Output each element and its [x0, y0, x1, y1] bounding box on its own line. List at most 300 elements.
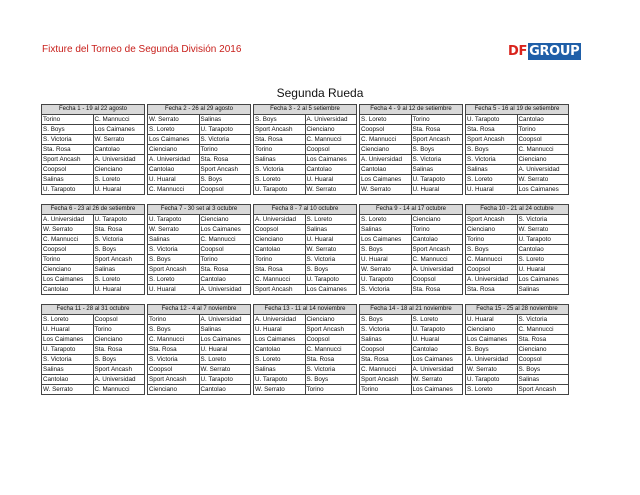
match-row [42, 115, 145, 125]
match-row [254, 175, 357, 185]
away-team: Cantolao [411, 235, 463, 245]
away-team: Coopsol [305, 335, 357, 345]
away-team: Sport Ancash [93, 365, 145, 375]
away-team: A. Universidad [93, 375, 145, 385]
match-row [466, 145, 569, 155]
match-row [466, 185, 569, 195]
away-team: Cienciano [517, 155, 569, 165]
home-team: Sport Ancash [42, 155, 94, 165]
match-row [254, 185, 357, 195]
home-team: Cienciano [42, 265, 94, 275]
away-team: Sport Ancash [517, 385, 569, 395]
home-team: Salinas [254, 365, 306, 375]
away-team: Sta. Rosa [93, 225, 145, 235]
home-team: U. Tarapoto [148, 215, 200, 225]
match-row [42, 235, 145, 245]
away-team: C. Mannucci [93, 115, 145, 125]
match-row [42, 355, 145, 365]
match-row [466, 135, 569, 145]
home-team: S. Boys [466, 245, 518, 255]
match-row [42, 315, 145, 325]
home-team: Salinas [466, 165, 518, 175]
away-team: C. Mannucci [517, 325, 569, 335]
home-team: A. Universidad [466, 275, 518, 285]
match-row [466, 315, 569, 325]
away-team: S. Boys [517, 365, 569, 375]
away-team: W. Serrato [93, 135, 145, 145]
match-row [254, 245, 357, 255]
match-row [42, 375, 145, 385]
home-team: C. Mannucci [42, 235, 94, 245]
fecha-table [359, 304, 463, 395]
match-row [42, 175, 145, 185]
match-row [42, 185, 145, 195]
match-row [360, 275, 463, 285]
logo-df: DF [508, 44, 528, 59]
away-team: S. Loreto [199, 355, 251, 365]
home-team: Cienciano [466, 225, 518, 235]
away-team: Coopsol [411, 275, 463, 285]
match-row [148, 235, 251, 245]
fecha-table [253, 204, 357, 295]
away-team: Sta. Rosa [305, 355, 357, 365]
match-row [254, 355, 357, 365]
match-row [148, 385, 251, 395]
away-team: Cantolao [517, 115, 569, 125]
home-team: Sport Ancash [148, 375, 200, 385]
match-row [148, 125, 251, 135]
away-team: C. Mannucci [305, 135, 357, 145]
match-row [148, 265, 251, 275]
match-row [254, 285, 357, 295]
match-row [466, 285, 569, 295]
home-team: Cienciano [360, 145, 412, 155]
away-team: S. Victoria [305, 255, 357, 265]
away-team: Torino [199, 145, 251, 155]
match-row [360, 255, 463, 265]
fecha-title: Fecha 3 - 2 al 5 setiembre [254, 105, 357, 115]
home-team: U. Huaral [466, 315, 518, 325]
away-team: U. Tarapoto [411, 325, 463, 335]
match-row [466, 175, 569, 185]
away-team: Coopsol [305, 145, 357, 155]
match-row [466, 165, 569, 175]
fixture-row [41, 304, 569, 395]
away-team: Sta. Rosa [411, 285, 463, 295]
away-team: S. Loreto [305, 215, 357, 225]
home-team: S. Victoria [466, 155, 518, 165]
match-row [254, 115, 357, 125]
fecha-table [359, 204, 463, 295]
home-team: Sport Ancash [466, 135, 518, 145]
match-row [254, 325, 357, 335]
home-team: U. Huaral [148, 285, 200, 295]
away-team: C. Mannucci [305, 345, 357, 355]
away-team: S. Victoria [517, 315, 569, 325]
match-row [42, 285, 145, 295]
home-team: Coopsol [466, 265, 518, 275]
away-team: S. Boys [411, 145, 463, 155]
away-team: U. Huaral [93, 285, 145, 295]
match-row [254, 145, 357, 155]
match-row [360, 215, 463, 225]
away-team: Cantolao [199, 385, 251, 395]
match-row [148, 255, 251, 265]
home-team: Coopsol [360, 345, 412, 355]
match-row [42, 335, 145, 345]
away-team: Cienciano [93, 165, 145, 175]
away-team: U. Tarapoto [305, 275, 357, 285]
home-team: S. Victoria [148, 245, 200, 255]
match-row [360, 125, 463, 135]
match-row [148, 145, 251, 155]
away-team: Cantolao [517, 245, 569, 255]
match-row [42, 215, 145, 225]
away-team: U. Huaral [199, 345, 251, 355]
away-team: Los Caimanes [199, 335, 251, 345]
away-team: Sport Ancash [93, 255, 145, 265]
home-team: S. Boys [148, 255, 200, 265]
fecha-table [41, 304, 145, 395]
home-team: S. Loreto [360, 115, 412, 125]
home-team: U. Tarapoto [254, 375, 306, 385]
fecha-table [41, 104, 145, 195]
away-team: Torino [93, 325, 145, 335]
match-row [148, 285, 251, 295]
fecha-table [41, 204, 145, 295]
match-row [148, 315, 251, 325]
match-row [466, 265, 569, 275]
home-team: Cantolao [148, 165, 200, 175]
home-team: Cienciano [148, 385, 200, 395]
fecha-table [147, 304, 251, 395]
match-row [466, 325, 569, 335]
match-row [360, 315, 463, 325]
home-team: S. Loreto [254, 355, 306, 365]
home-team: Coopsol [254, 225, 306, 235]
home-team: Salinas [42, 175, 94, 185]
match-row [254, 165, 357, 175]
home-team: S. Boys [148, 325, 200, 335]
home-team: Cantolao [360, 165, 412, 175]
home-team: Sta. Rosa [254, 135, 306, 145]
away-team: Cantolao [199, 275, 251, 285]
fecha-title: Fecha 15 - 25 al 28 noviembre [466, 305, 569, 315]
home-team: Cienciano [148, 145, 200, 155]
home-team: Torino [254, 255, 306, 265]
away-team: S. Loreto [93, 175, 145, 185]
fecha-title: Fecha 12 - 4 al 7 noviembre [148, 305, 251, 315]
match-row [254, 155, 357, 165]
home-team: S. Victoria [42, 135, 94, 145]
match-row [148, 335, 251, 345]
away-team: S. Loreto [517, 255, 569, 265]
home-team: S. Victoria [148, 355, 200, 365]
away-team: Sport Ancash [411, 135, 463, 145]
away-team: A. Universidad [411, 365, 463, 375]
home-team: S. Loreto [148, 125, 200, 135]
match-row [42, 265, 145, 275]
match-row [42, 165, 145, 175]
fecha-table [147, 204, 251, 295]
away-team: S. Boys [93, 355, 145, 365]
away-team: U. Tarapoto [517, 235, 569, 245]
away-team: U. Huaral [411, 335, 463, 345]
away-team: Torino [199, 255, 251, 265]
match-row [360, 225, 463, 235]
home-team: Salinas [360, 225, 412, 235]
match-row [148, 245, 251, 255]
away-team: Salinas [305, 225, 357, 235]
match-row [148, 325, 251, 335]
away-team: S. Boys [93, 245, 145, 255]
match-row [254, 315, 357, 325]
match-row [360, 245, 463, 255]
home-team: A. Universidad [360, 155, 412, 165]
match-row [466, 155, 569, 165]
home-team: Los Caimanes [42, 275, 94, 285]
away-team: A. Universidad [305, 115, 357, 125]
home-team: S. Boys [42, 125, 94, 135]
away-team: W. Serrato [305, 245, 357, 255]
match-row [360, 155, 463, 165]
away-team: Sta. Rosa [93, 345, 145, 355]
away-team: Sta. Rosa [199, 265, 251, 275]
home-team: W. Serrato [148, 115, 200, 125]
home-team: Torino [466, 235, 518, 245]
match-row [148, 365, 251, 375]
dfgroup-logo [508, 42, 593, 61]
fecha-title: Fecha 1 - 19 al 22 agosto [42, 105, 145, 115]
match-row [466, 235, 569, 245]
home-team: Cienciano [254, 235, 306, 245]
fixture-grid [41, 104, 569, 404]
away-team: W. Serrato [517, 225, 569, 235]
match-row [466, 125, 569, 135]
away-team: Torino [411, 115, 463, 125]
home-team: Salinas [42, 365, 94, 375]
home-team: Torino [42, 255, 94, 265]
match-row [254, 135, 357, 145]
away-team: W. Serrato [411, 375, 463, 385]
away-team: Sta. Rosa [517, 335, 569, 345]
match-row [360, 165, 463, 175]
fecha-title: Fecha 9 - 14 al 17 octubre [360, 205, 463, 215]
away-team: U. Huaral [305, 235, 357, 245]
match-row [148, 175, 251, 185]
away-team: Coopsol [517, 355, 569, 365]
home-team: S. Boys [254, 115, 306, 125]
match-row [466, 345, 569, 355]
away-team: Los Caimanes [305, 285, 357, 295]
fixture-row [41, 204, 569, 295]
home-team: Sport Ancash [254, 125, 306, 135]
away-team: S. Victoria [411, 155, 463, 165]
match-row [360, 135, 463, 145]
home-team: W. Serrato [360, 185, 412, 195]
match-row [42, 345, 145, 355]
home-team: Sta. Rosa [42, 145, 94, 155]
match-row [42, 325, 145, 335]
away-team: Torino [305, 385, 357, 395]
away-team: C. Mannucci [199, 235, 251, 245]
match-row [148, 375, 251, 385]
home-team: Salinas [148, 235, 200, 245]
away-team: Los Caimanes [199, 225, 251, 235]
away-team: Cienciano [199, 215, 251, 225]
home-team: Coopsol [360, 125, 412, 135]
match-row [42, 275, 145, 285]
match-row [148, 225, 251, 235]
home-team: Sport Ancash [148, 265, 200, 275]
away-team: W. Serrato [305, 185, 357, 195]
match-row [466, 365, 569, 375]
match-row [254, 235, 357, 245]
match-row [360, 375, 463, 385]
away-team: S. Boys [305, 265, 357, 275]
home-team: Coopsol [42, 165, 94, 175]
home-team: S. Loreto [254, 175, 306, 185]
home-team: U. Tarapoto [466, 115, 518, 125]
match-row [360, 175, 463, 185]
home-team: S. Loreto [360, 215, 412, 225]
match-row [254, 275, 357, 285]
away-team: A. Universidad [411, 265, 463, 275]
match-row [466, 385, 569, 395]
away-team: Coopsol [93, 315, 145, 325]
home-team: S. Victoria [360, 325, 412, 335]
home-team: U. Tarapoto [360, 275, 412, 285]
away-team: Sta. Rosa [411, 125, 463, 135]
away-team: Salinas [411, 165, 463, 175]
away-team: Sport Ancash [199, 165, 251, 175]
home-team: U. Huaral [42, 325, 94, 335]
match-row [148, 135, 251, 145]
away-team: Los Caimanes [411, 355, 463, 365]
home-team: Coopsol [42, 245, 94, 255]
home-team: Sport Ancash [360, 375, 412, 385]
away-team: A. Universidad [93, 155, 145, 165]
away-team: W. Serrato [199, 365, 251, 375]
home-team: Torino [42, 115, 94, 125]
match-row [42, 155, 145, 165]
match-row [360, 185, 463, 195]
away-team: C. Mannucci [93, 385, 145, 395]
fecha-table [147, 104, 251, 195]
match-row [254, 225, 357, 235]
home-team: W. Serrato [42, 225, 94, 235]
match-row [360, 355, 463, 365]
match-row [254, 255, 357, 265]
match-row [42, 125, 145, 135]
fecha-title: Fecha 13 - 11 al 14 noviembre [254, 305, 357, 315]
away-team: A. Universidad [199, 285, 251, 295]
away-team: Cantolao [411, 345, 463, 355]
fecha-table [465, 304, 569, 395]
away-team: Cienciano [305, 125, 357, 135]
home-team: C. Mannucci [254, 275, 306, 285]
home-team: Cantolao [254, 245, 306, 255]
away-team: W. Serrato [517, 175, 569, 185]
home-team: S. Boys [360, 245, 412, 255]
home-team: W. Serrato [254, 385, 306, 395]
fecha-title: Fecha 10 - 21 al 24 octubre [466, 205, 569, 215]
home-team: Coopsol [148, 365, 200, 375]
home-team: C. Mannucci [360, 135, 412, 145]
away-team: A. Universidad [517, 165, 569, 175]
away-team: S. Victoria [93, 235, 145, 245]
home-team: S. Loreto [466, 175, 518, 185]
away-team: S. Loreto [411, 315, 463, 325]
fecha-title: Fecha 4 - 9 al 12 de setiembre [360, 105, 463, 115]
match-row [148, 155, 251, 165]
home-team: Salinas [360, 335, 412, 345]
home-team: Los Caimanes [254, 335, 306, 345]
fecha-title: Fecha 7 - 30 set al 3 octubre [148, 205, 251, 215]
away-team: C. Mannucci [411, 255, 463, 265]
home-team: C. Mannucci [466, 255, 518, 265]
match-row [254, 215, 357, 225]
away-team: Los Caimanes [517, 185, 569, 195]
home-team: Sta. Rosa [254, 265, 306, 275]
fecha-title: Fecha 14 - 18 al 21 noviembre [360, 305, 463, 315]
match-row [466, 335, 569, 345]
home-team: Sport Ancash [466, 215, 518, 225]
match-row [42, 255, 145, 265]
away-team: U. Huaral [93, 185, 145, 195]
home-team: C. Mannucci [148, 185, 200, 195]
match-row [148, 165, 251, 175]
away-team: Sta. Rosa [199, 155, 251, 165]
home-team: A. Universidad [254, 215, 306, 225]
home-team: Sport Ancash [254, 285, 306, 295]
home-team: A. Universidad [42, 215, 94, 225]
away-team: S. Boys [199, 175, 251, 185]
home-team: Los Caimanes [466, 335, 518, 345]
away-team: Los Caimanes [517, 275, 569, 285]
match-row [42, 365, 145, 375]
match-row [148, 275, 251, 285]
home-team: Los Caimanes [42, 335, 94, 345]
fecha-table [465, 204, 569, 295]
match-row [360, 265, 463, 275]
away-team: S. Victoria [199, 135, 251, 145]
home-team: U. Tarapoto [42, 185, 94, 195]
match-row [148, 215, 251, 225]
home-team: U. Huaral [148, 175, 200, 185]
home-team: Torino [360, 385, 412, 395]
home-team: Cantolao [42, 285, 94, 295]
home-team: Los Caimanes [360, 235, 412, 245]
away-team: Cienciano [305, 315, 357, 325]
match-row [466, 215, 569, 225]
home-team: A. Universidad [254, 315, 306, 325]
document-title: Fixture del Torneo de Segunda División 2016 [42, 44, 242, 55]
home-team: A. Universidad [466, 355, 518, 365]
match-row [360, 365, 463, 375]
match-row [148, 355, 251, 365]
fecha-title: Fecha 2 - 26 al 29 agosto [148, 105, 251, 115]
home-team: S. Victoria [254, 165, 306, 175]
match-row [466, 115, 569, 125]
away-team: Salinas [199, 325, 251, 335]
away-team: U. Tarapoto [199, 375, 251, 385]
away-team: Salinas [517, 375, 569, 385]
fecha-title: Fecha 6 - 23 al 26 de setiembre [42, 205, 145, 215]
match-row [254, 375, 357, 385]
match-row [466, 275, 569, 285]
home-team: U. Tarapoto [254, 185, 306, 195]
